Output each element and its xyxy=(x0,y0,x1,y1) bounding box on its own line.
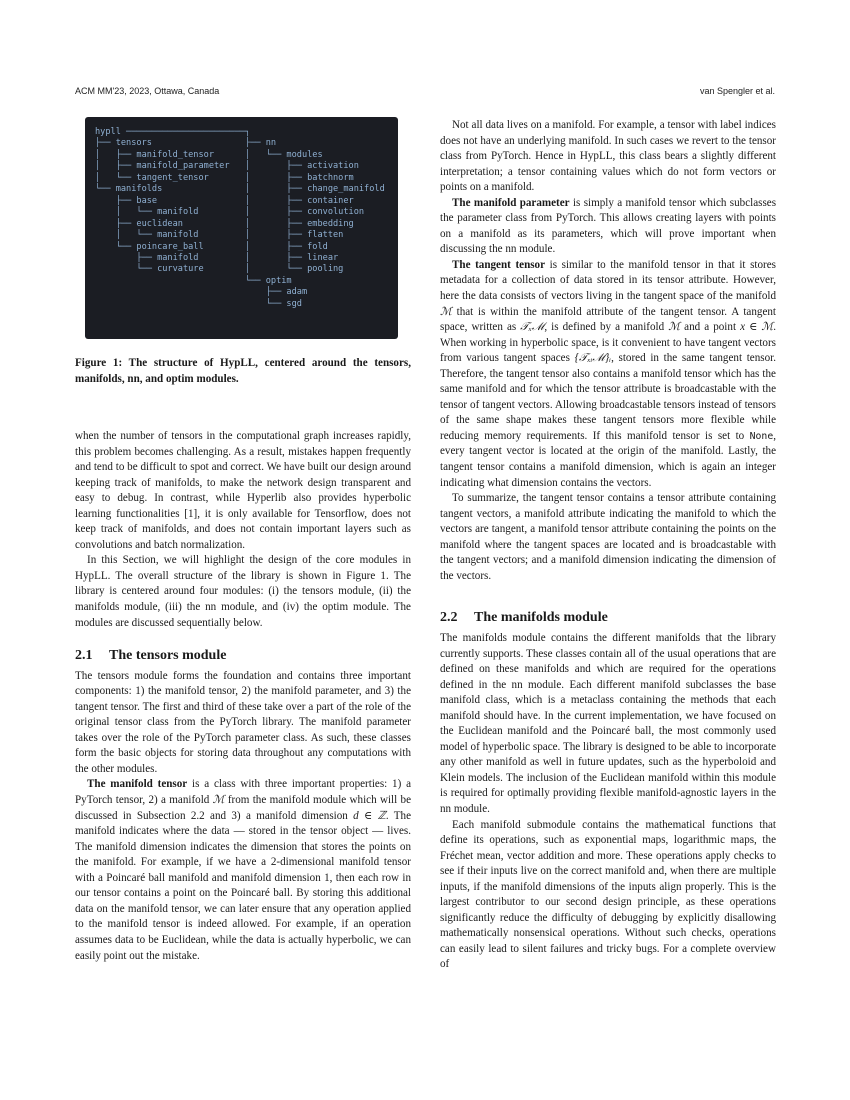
running-header-authors: van Spengler et al. xyxy=(699,86,775,96)
paragraph-manifold-tensor: The manifold tensor is a class with three important properties: 1) a PyTorch tensor, 2) a manifold ℳ from the manifold module which will be discussed in Subsection 2.2 and 3) a manifold dimension d ∈ ℤ. The manifold indicates where the data — stored in the tensor object — lives. The manifold dimension indicates the dimension that stores the points on the manifold. For example, if we have a 2-dimensional manifold tensor with a Poincaré ball manifold and manifold dimension 1, then each row in our tensor contains a point on the Poincaré ball. By storing this additional data on the manifold tensor, we can later ensure that any operation applied to the manifold tensor is indeed allowed. For example, if an operation assumes data to be Euclidean, while the data is actually hyperbolic, we can easily point out the mistake. xyxy=(75,778,411,962)
left-column xyxy=(75,429,411,964)
paragraph: Each manifold submodule contains the mathematical functions that define its operations, such as exponential maps, logarithmic maps, the Fréchet mean, vector addition and more. These operations apply checks to see if their inputs live on the correct manifold and, when there are multiple inputs, if the manifold dimensions of the inputs align properly. This is the largest contributor to our second design principle, as these operations significantly reduce the difficulty of debugging by explicitly disallowing mathematically nonsensical operations. Without such checks, operations can easily lead to silent failures and tricky bugs. For a complete overview of xyxy=(440,818,776,971)
section-heading-2-2 xyxy=(440,610,776,626)
section-number: 2.1 xyxy=(75,648,93,664)
section-heading-2-1 xyxy=(75,648,411,664)
math-symbol: x ∈ ℳ xyxy=(740,321,774,334)
code-literal: None xyxy=(749,430,774,442)
right-column xyxy=(440,118,776,973)
paragraph: The manifolds module contains the different manifolds that the library currently supports. These classes contain all of the usual operations that are defined on these manifolds and which are required for the operations defined in the nn module. Each different manifold subclasses the base manifold class, which is a metaclass containing the methods that each manifold should have. In the current implementation, we have focused on the Euclidean manifold and the Poincaré ball, the most commonly used model of hyperbolic space. The library is designed to be able to incorporate any other manifold as well in future updates, such as the hyperboloid and Klein models. The inclusion of the Euclidean manifold within this module is required for optimally providing flexible manifold-agnostic layers in the nn module. xyxy=(440,631,776,815)
paragraph-manifold-parameter: The manifold parameter is simply a manifold tensor which subclasses the parameter class from PyTorch. This allows creating layers with points on a manifold as its parameters, which will prove important when discussing the nn module. xyxy=(440,196,777,256)
paragraph: Not all data lives on a manifold. For example, a tensor with label indices does not have an underlying manifold. In such cases we revert to the tensor class from PyTorch. Hence in HypLL, this class bears a slightly different interpretation; a tensor containing values which do not form vectors or points on a manifold. xyxy=(440,119,776,194)
figure-caption: Figure 1: The structure of HypLL, centered around the tensors, manifolds, nn, and optim modules. xyxy=(75,357,411,385)
math-symbol: ℳ xyxy=(668,321,681,334)
term-bold: The manifold parameter xyxy=(452,196,570,209)
section-title: The tensors module xyxy=(109,648,227,664)
section-title: The manifolds module xyxy=(474,610,608,626)
term-bold: The tangent tensor xyxy=(452,258,546,271)
paragraph: when the number of tensors in the computational graph increases rapidly, this problem becomes challenging. As a result, mistakes happen frequently and tend to be difficult to spot and correct. We have built our design around keeping track of manifolds, to make the network design transparent and easy to debug. In contrast, while Hyperlib also provides hyperbolic learning functionalities [1], it is only available for Tensorflow, does not keep track of manifolds, and does not contain important layers such as convolutions and batch normalization. xyxy=(75,430,411,551)
math-symbol: ℳ xyxy=(212,794,225,807)
math-symbol: d ∈ ℤ xyxy=(353,809,386,822)
math-symbol: {𝒯ₓᵢℳ}ᵢ xyxy=(574,352,612,365)
figure-hypll-structure xyxy=(85,117,398,339)
paragraph-tangent-tensor: The tangent tensor is similar to the manifold tensor in that it stores metadata for a collection of data stored in its tensor attribute. However, here the data consists of vectors living in the tangent space of the manifold ℳ that is within the manifold attribute of the tangent tensor. A tangent space, written as 𝒯ₓℳ, is defined by a manifold ℳ and a point x ∈ ℳ. When working in hyperbolic space, is it convenient to have tangent vectors from various tangent spaces {𝒯ₓᵢℳ}ᵢ, stored in the same tangent tensor. Therefore, the tangent tensor also contains a manifold tensor which has the same manifold and for which the tensor attribute is broadcastable with the tensor of tangent vectors. Allowing broadcastable tensors instead of tensors of the same shape makes these tangent tensors more flexible while reducing memory requirements. If this manifold tensor is set to None, every tangent vector is located at the origin of the manifold. Lastly, the tangent tensor contains a manifold dimension, which is again an integer indicating what dimension contains the vectors. xyxy=(440,258,776,489)
paragraph: The tensors module forms the foundation and contains three important components: 1) the manifold tensor, 2) the manifold parameter, and 3) the tangent tensor. The first and third of these take over a part of the role of the original tensor class from the PyTorch library. The manifold parameter takes over the role of the PyTorch parameter class. As such, these classes form the basic objects for storing data throughout any computations with the other modules. xyxy=(75,669,411,775)
term-bold: The manifold tensor xyxy=(87,778,188,791)
section-number: 2.2 xyxy=(440,610,458,626)
math-symbol: 𝒯ₓℳ xyxy=(520,321,545,334)
module-tree: hypll ───────────────────────┐ ├── tensors ├── nn │ ├── manifold_tensor │ └── modules │ ├── manifold_parameter │ ├── activation │ └── tangent_tensor │ ├── batchnorm └── manifolds │ ├── change_manifold ├── base │ ├── container │ └── manifold │ ├── convolution ├── euclidean │ ├── embedding │ └── manifold │ ├── flatten └── poincare_ball │ ├── fold ├── manifold │ ├── linear └── curvature │ └── pooling └── optim ├── adam └── sgd xyxy=(95,127,385,309)
running-header-venue: ACM MM'23, 2023, Ottawa, Canada xyxy=(75,86,220,96)
math-symbol: ℳ xyxy=(440,305,452,318)
paragraph: To summarize, the tangent tensor contains a tensor attribute containing tangent vectors, a manifold attribute indicating the manifold to which the vectors are tangent, a manifold tensor attribute containing the points on the manifold where the tangent spaces are located and is broadcastable with the tangent vectors; and a manifold dimension indicating the dimension of the vectors. xyxy=(440,492,776,582)
paragraph: In this Section, we will highlight the design of the core modules in HypLL. The overall structure of the library is shown in Figure 1. The library is centered around four modules: (i) the tensors module, (ii) the manifolds module, (iii) the nn module, and (iv) the optim module. The modules are discussed sequentially below. xyxy=(75,554,411,629)
